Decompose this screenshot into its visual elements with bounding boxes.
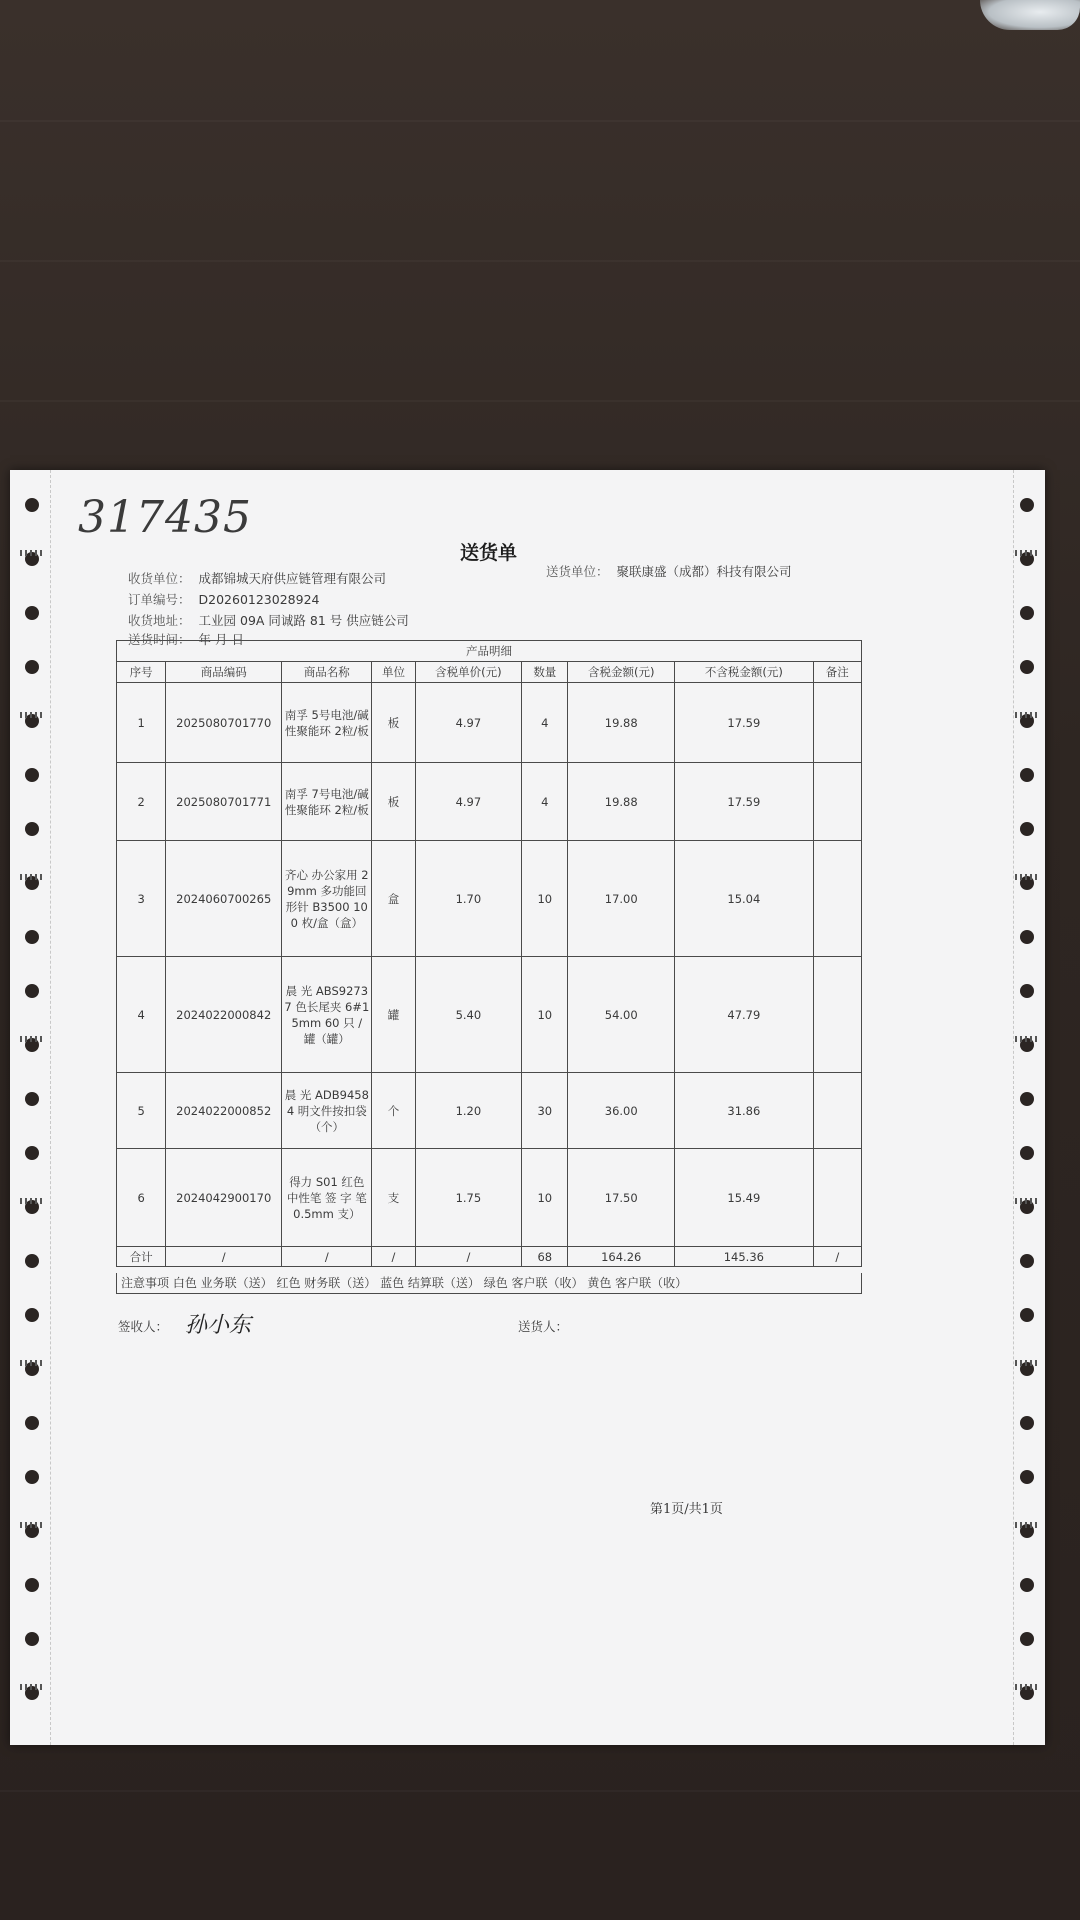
total-remark: / bbox=[813, 1247, 861, 1267]
row-number: 1 bbox=[117, 683, 166, 763]
product-name: 南孚 5号电池/碱性聚能环 2粒/板 bbox=[282, 683, 372, 763]
column-header: 数量 bbox=[522, 662, 568, 683]
column-header: 商品名称 bbox=[282, 662, 372, 683]
unit-price: 1.20 bbox=[415, 1073, 522, 1149]
remark bbox=[813, 683, 861, 763]
total-name: / bbox=[282, 1247, 372, 1267]
table-row bbox=[117, 957, 862, 1073]
delivery-note-paper bbox=[10, 470, 1045, 1745]
column-header: 不含税金额(元) bbox=[675, 662, 814, 683]
table-row bbox=[117, 1149, 862, 1247]
row-number: 2 bbox=[117, 763, 166, 841]
deliverer-label: 送货人： bbox=[518, 1319, 569, 1334]
amount-with-tax: 17.50 bbox=[568, 1149, 675, 1247]
total-amount-without-tax: 145.36 bbox=[675, 1247, 814, 1267]
quantity: 4 bbox=[522, 763, 568, 841]
product-name: 晨 光 ADB94584 明文件按扣袋（个） bbox=[282, 1073, 372, 1149]
time-value: 年 月 日 bbox=[198, 632, 244, 647]
row-number: 3 bbox=[117, 841, 166, 957]
signature: 孙小东 bbox=[185, 1313, 252, 1338]
quantity: 4 bbox=[522, 683, 568, 763]
amount-without-tax: 17.59 bbox=[675, 683, 814, 763]
unit: 个 bbox=[372, 1073, 415, 1149]
unit: 支 bbox=[372, 1149, 415, 1247]
column-header: 序号 bbox=[117, 662, 166, 683]
order-row bbox=[128, 590, 319, 608]
table-caption: 产品明细 bbox=[117, 641, 862, 662]
product-code: 2024060700265 bbox=[166, 841, 282, 957]
amount-with-tax: 19.88 bbox=[568, 683, 675, 763]
column-header: 含税单价(元) bbox=[415, 662, 522, 683]
receiver-value: 成都锦城天府供应链管理有限公司 bbox=[198, 571, 387, 586]
total-row bbox=[117, 1247, 862, 1267]
product-name: 晨 光 ABS92737 色长尾夹 6#15mm 60 只 / 罐（罐） bbox=[282, 957, 372, 1073]
unit: 罐 bbox=[372, 957, 415, 1073]
order-label: 订单编号： bbox=[128, 592, 191, 607]
unit-price: 4.97 bbox=[415, 763, 522, 841]
row-number: 4 bbox=[117, 957, 166, 1073]
address-row bbox=[128, 611, 409, 629]
column-header: 单位 bbox=[372, 662, 415, 683]
background-object bbox=[980, 0, 1080, 30]
total-price: / bbox=[415, 1247, 522, 1267]
sender-row bbox=[546, 562, 792, 580]
product-code: 2025080701771 bbox=[166, 763, 282, 841]
row-number: 5 bbox=[117, 1073, 166, 1149]
amount-with-tax: 36.00 bbox=[568, 1073, 675, 1149]
notes-row: 注意事项 白色 业务联（送） 红色 财务联（送） 蓝色 结算联（送） 绿色 客户联（收） 黄色 客户联（收） bbox=[116, 1273, 862, 1294]
remark bbox=[813, 1073, 861, 1149]
signer-label: 签收人： bbox=[118, 1319, 169, 1334]
amount-with-tax: 19.88 bbox=[568, 763, 675, 841]
table-header-row bbox=[117, 662, 862, 683]
column-header: 备注 bbox=[813, 662, 861, 683]
address-value: 工业园 09A 同诚路 81 号 供应链公司 bbox=[198, 613, 409, 628]
table-row bbox=[117, 1073, 862, 1149]
address-label: 收货地址： bbox=[128, 613, 191, 628]
amount-with-tax: 17.00 bbox=[568, 841, 675, 957]
product-name: 得力 S01 红色中性笔 签 字 笔 0.5mm 支） bbox=[282, 1149, 372, 1247]
amount-without-tax: 47.79 bbox=[675, 957, 814, 1073]
quantity: 10 bbox=[522, 957, 568, 1073]
remark bbox=[813, 841, 861, 957]
unit: 板 bbox=[372, 683, 415, 763]
document-title: 送货单 bbox=[460, 542, 518, 564]
quantity: 10 bbox=[522, 841, 568, 957]
product-name: 南孚 7号电池/碱性聚能环 2粒/板 bbox=[282, 763, 372, 841]
handwritten-number: 317435 bbox=[78, 492, 252, 543]
unit-price: 5.40 bbox=[415, 957, 522, 1073]
amount-without-tax: 15.04 bbox=[675, 841, 814, 957]
amount-with-tax: 54.00 bbox=[568, 957, 675, 1073]
amount-without-tax: 15.49 bbox=[675, 1149, 814, 1247]
product-code: 2024022000852 bbox=[166, 1073, 282, 1149]
unit-price: 4.97 bbox=[415, 683, 522, 763]
total-amount-with-tax: 164.26 bbox=[568, 1247, 675, 1267]
total-code: / bbox=[166, 1247, 282, 1267]
time-label: 送货时间： bbox=[128, 632, 191, 647]
product-table bbox=[116, 640, 862, 1267]
total-quantity: 68 bbox=[522, 1247, 568, 1267]
sender-label: 送货单位： bbox=[546, 564, 609, 579]
receiver-label: 收货单位： bbox=[128, 571, 191, 586]
unit-price: 1.75 bbox=[415, 1149, 522, 1247]
delivery-note bbox=[10, 470, 1045, 1745]
product-code: 2024022000842 bbox=[166, 957, 282, 1073]
product-code: 2024042900170 bbox=[166, 1149, 282, 1247]
order-number: D20260123028924 bbox=[198, 592, 320, 607]
table-row bbox=[117, 841, 862, 957]
row-number: 6 bbox=[117, 1149, 166, 1247]
unit-price: 1.70 bbox=[415, 841, 522, 957]
page-indicator: 第1页/共1页 bbox=[650, 1502, 723, 1517]
amount-without-tax: 31.86 bbox=[675, 1073, 814, 1149]
remark bbox=[813, 1149, 861, 1247]
receiver-row bbox=[128, 569, 386, 587]
unit: 板 bbox=[372, 763, 415, 841]
product-name: 齐心 办公家用 29mm 多功能回形针 B3500 100 枚/盒（盒） bbox=[282, 841, 372, 957]
unit: 盒 bbox=[372, 841, 415, 957]
remark bbox=[813, 957, 861, 1073]
column-header: 含税金额(元) bbox=[568, 662, 675, 683]
total-label: 合计 bbox=[117, 1247, 166, 1267]
column-header: 商品编码 bbox=[166, 662, 282, 683]
product-code: 2025080701770 bbox=[166, 683, 282, 763]
table-row bbox=[117, 683, 862, 763]
sender-value: 聚联康盛（成都）科技有限公司 bbox=[616, 564, 792, 579]
quantity: 10 bbox=[522, 1149, 568, 1247]
table-row bbox=[117, 763, 862, 841]
amount-without-tax: 17.59 bbox=[675, 763, 814, 841]
total-unit: / bbox=[372, 1247, 415, 1267]
remark bbox=[813, 763, 861, 841]
quantity: 30 bbox=[522, 1073, 568, 1149]
